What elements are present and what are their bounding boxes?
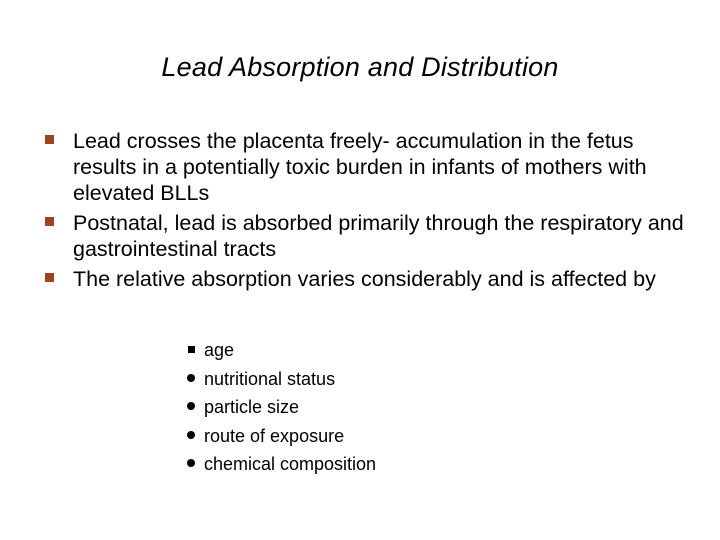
sub-bullet-item <box>187 336 507 365</box>
dot-bullet-icon <box>187 459 195 467</box>
bullet-text: The relative absorption varies considerably and is affected by <box>73 267 656 291</box>
sub-bullet-text: route of exposure <box>204 425 345 446</box>
square-bullet-icon <box>45 273 54 282</box>
dot-bullet-icon <box>187 402 195 410</box>
bullet-item <box>45 128 695 206</box>
bullet-list <box>45 128 695 296</box>
dot-bullet-icon <box>187 431 195 439</box>
sub-bullet-item <box>187 393 507 422</box>
square-bullet-icon <box>188 346 195 353</box>
sub-bullet-item <box>187 365 507 394</box>
sub-bullet-text: particle size <box>204 397 300 417</box>
sub-bullet-text: nutritional status <box>204 368 336 389</box>
sub-bullet-text: chemical composition <box>204 454 377 474</box>
sub-bullet-item <box>187 422 507 451</box>
sub-bullet-list <box>187 336 507 479</box>
dot-bullet-icon <box>187 374 195 382</box>
bullet-text: Postnatal, lead is absorbed primarily through the respiratory and gastrointestinal tracts <box>73 211 684 261</box>
sub-bullet-item <box>187 450 507 479</box>
slide-title: Lead Absorption and Distribution <box>161 52 559 82</box>
sub-bullet-text: age <box>204 340 235 360</box>
square-bullet-icon <box>45 135 54 144</box>
bullet-item <box>45 266 695 292</box>
bullet-item <box>45 210 695 262</box>
square-bullet-icon <box>45 217 54 226</box>
bullet-text: Lead crosses the placenta freely- accumulation in the fetus results in a potentially toxic burden in infants of mothers with elevated BLLs <box>73 129 647 205</box>
